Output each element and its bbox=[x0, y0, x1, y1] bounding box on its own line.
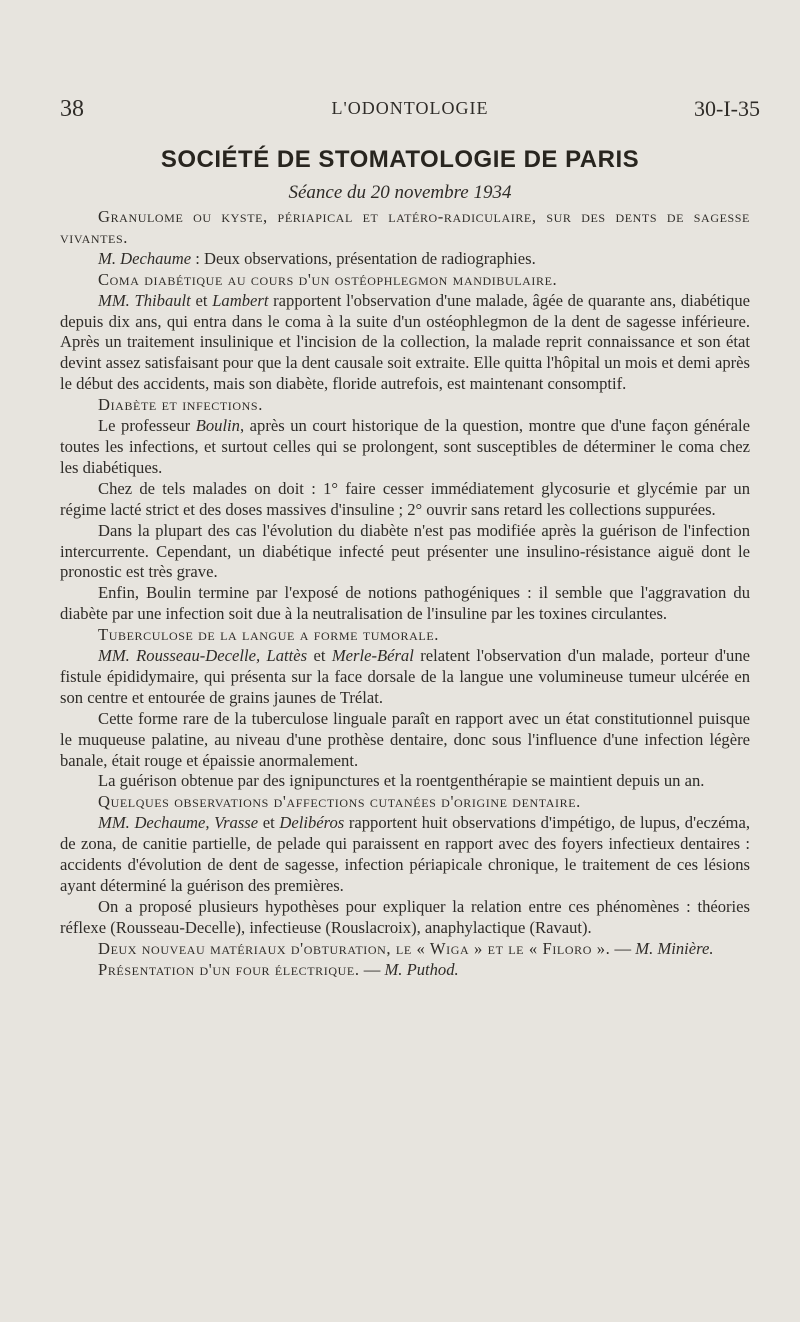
issue-date: 30-I-35 bbox=[694, 96, 760, 121]
paragraph: Dans la plupart des cas l'évolution du diabète n'est pas modifiée après la guérison de l'infection intercurrente. Cependant, un diabétique infecté peut présenter une insulino-résistance aiguë dont le pronostic est très grave. bbox=[60, 520, 750, 582]
paragraph: Enfin, Boulin termine par l'exposé de notions pathogéniques : il semble que l'aggravation du diabète par une infection soit due à la neutralisation de l'insuline par les toxines circulantes. bbox=[60, 583, 750, 624]
paragraph: Chez de tels malades on doit : 1° faire cesser immédiatement glycosurie et glycémie par un régime lacté strict et des doses massives d'insuline ; 2° ouvrir sans retard les collections suppurées. bbox=[60, 478, 750, 519]
section-heading: Diabète et infections. bbox=[98, 395, 263, 415]
closing-item: Deux nouveau matériaux d'obturation, le « Wiga » et le « Filoro ». — M. Minière. bbox=[98, 938, 714, 958]
paragraph: MM. Dechaume, Vrasse et Delibéros rapportent huit observations d'impétigo, de lupus, d'eczéma, de zona, de canitie partielle, de pelade qui paraissent en rapport avec des foyers infectieux dentaires : accidents d'évolution de dent de sagesse, infection périapicale chronique, le traitement de ces lésions ayant déterminé la guérison des premières. bbox=[60, 813, 750, 895]
session-date: Séance du 20 novembre 1934 bbox=[288, 182, 512, 203]
closing-item: Présentation d'un four électrique. — M. Puthod. bbox=[98, 959, 459, 979]
article-body bbox=[60, 207, 750, 981]
section-heading: Coma diabétique au cours d'un ostéophlegmon mandibulaire. bbox=[98, 269, 558, 289]
paragraph: M. Dechaume : Deux observations, présentation de radiographies. bbox=[98, 248, 536, 268]
section-heading: Granulome ou kyste, périapical et latéro-radiculaire, sur des dents de sagesse vivantes. bbox=[60, 207, 750, 247]
paragraph: MM. Thibault et Lambert rapportent l'observation d'une malade, âgée de quarante ans, diabétique depuis dix ans, qui entra dans le coma à la suite d'un ostéophlegmon de la dent de sagesse inférieure. Après un traitement insulinique et l'incision de la collection, la malade reprit connaissance et son état devint assez satisfaisant pour que la dent causale soit extraite. Elle quitta l'hôpital un mois et demi après le début des accidents, mais son diabète, floride autrefois, est maintenant consomptif. bbox=[60, 290, 750, 394]
paragraph: On a proposé plusieurs hypothèses pour expliquer la relation entre ces phénomènes : théories réflexe (Rousseau-Decelle), infectieuse (Rouslacroix), anaphylactique (Ravaut). bbox=[60, 896, 750, 937]
paragraph: MM. Rousseau-Decelle, Lattès et Merle-Béral relatent l'observation d'un malade, porteur d'une fistule épididymaire, qui présenta sur la face dorsale de la langue une volumineuse tumeur ulcérée en son centre et entourée de grains jaunes de Trélat. bbox=[60, 646, 751, 707]
page-number: 38 bbox=[60, 96, 84, 122]
paragraph: Le professeur Boulin, après un court historique de la question, montre que d'une façon générale toutes les infections, et surtout celles qui se prolongent, sont susceptibles de déterminer le coma chez les diabétiques. bbox=[60, 416, 750, 477]
section-heading: Quelques observations d'affections cutanées d'origine dentaire. bbox=[98, 792, 581, 812]
society-title: SOCIÉTÉ DE STOMATOLOGIE DE PARIS bbox=[160, 146, 640, 173]
journal-title: L'ODONTOLOGIE bbox=[331, 98, 489, 118]
running-head bbox=[60, 96, 760, 126]
paragraph: La guérison obtenue par des ignipunctures et la roentgenthérapie se maintient depuis un an. bbox=[98, 771, 705, 791]
paragraph: Cette forme rare de la tuberculose linguale paraît en rapport avec un état constitutionnel puisque le muqueuse palatine, au niveau d'une prothèse dentaire, donc sous l'influence d'une infection légère banale, était rouge et épaissie anormalement. bbox=[60, 708, 750, 770]
section-heading: Tuberculose de la langue a forme tumorale. bbox=[98, 625, 440, 645]
